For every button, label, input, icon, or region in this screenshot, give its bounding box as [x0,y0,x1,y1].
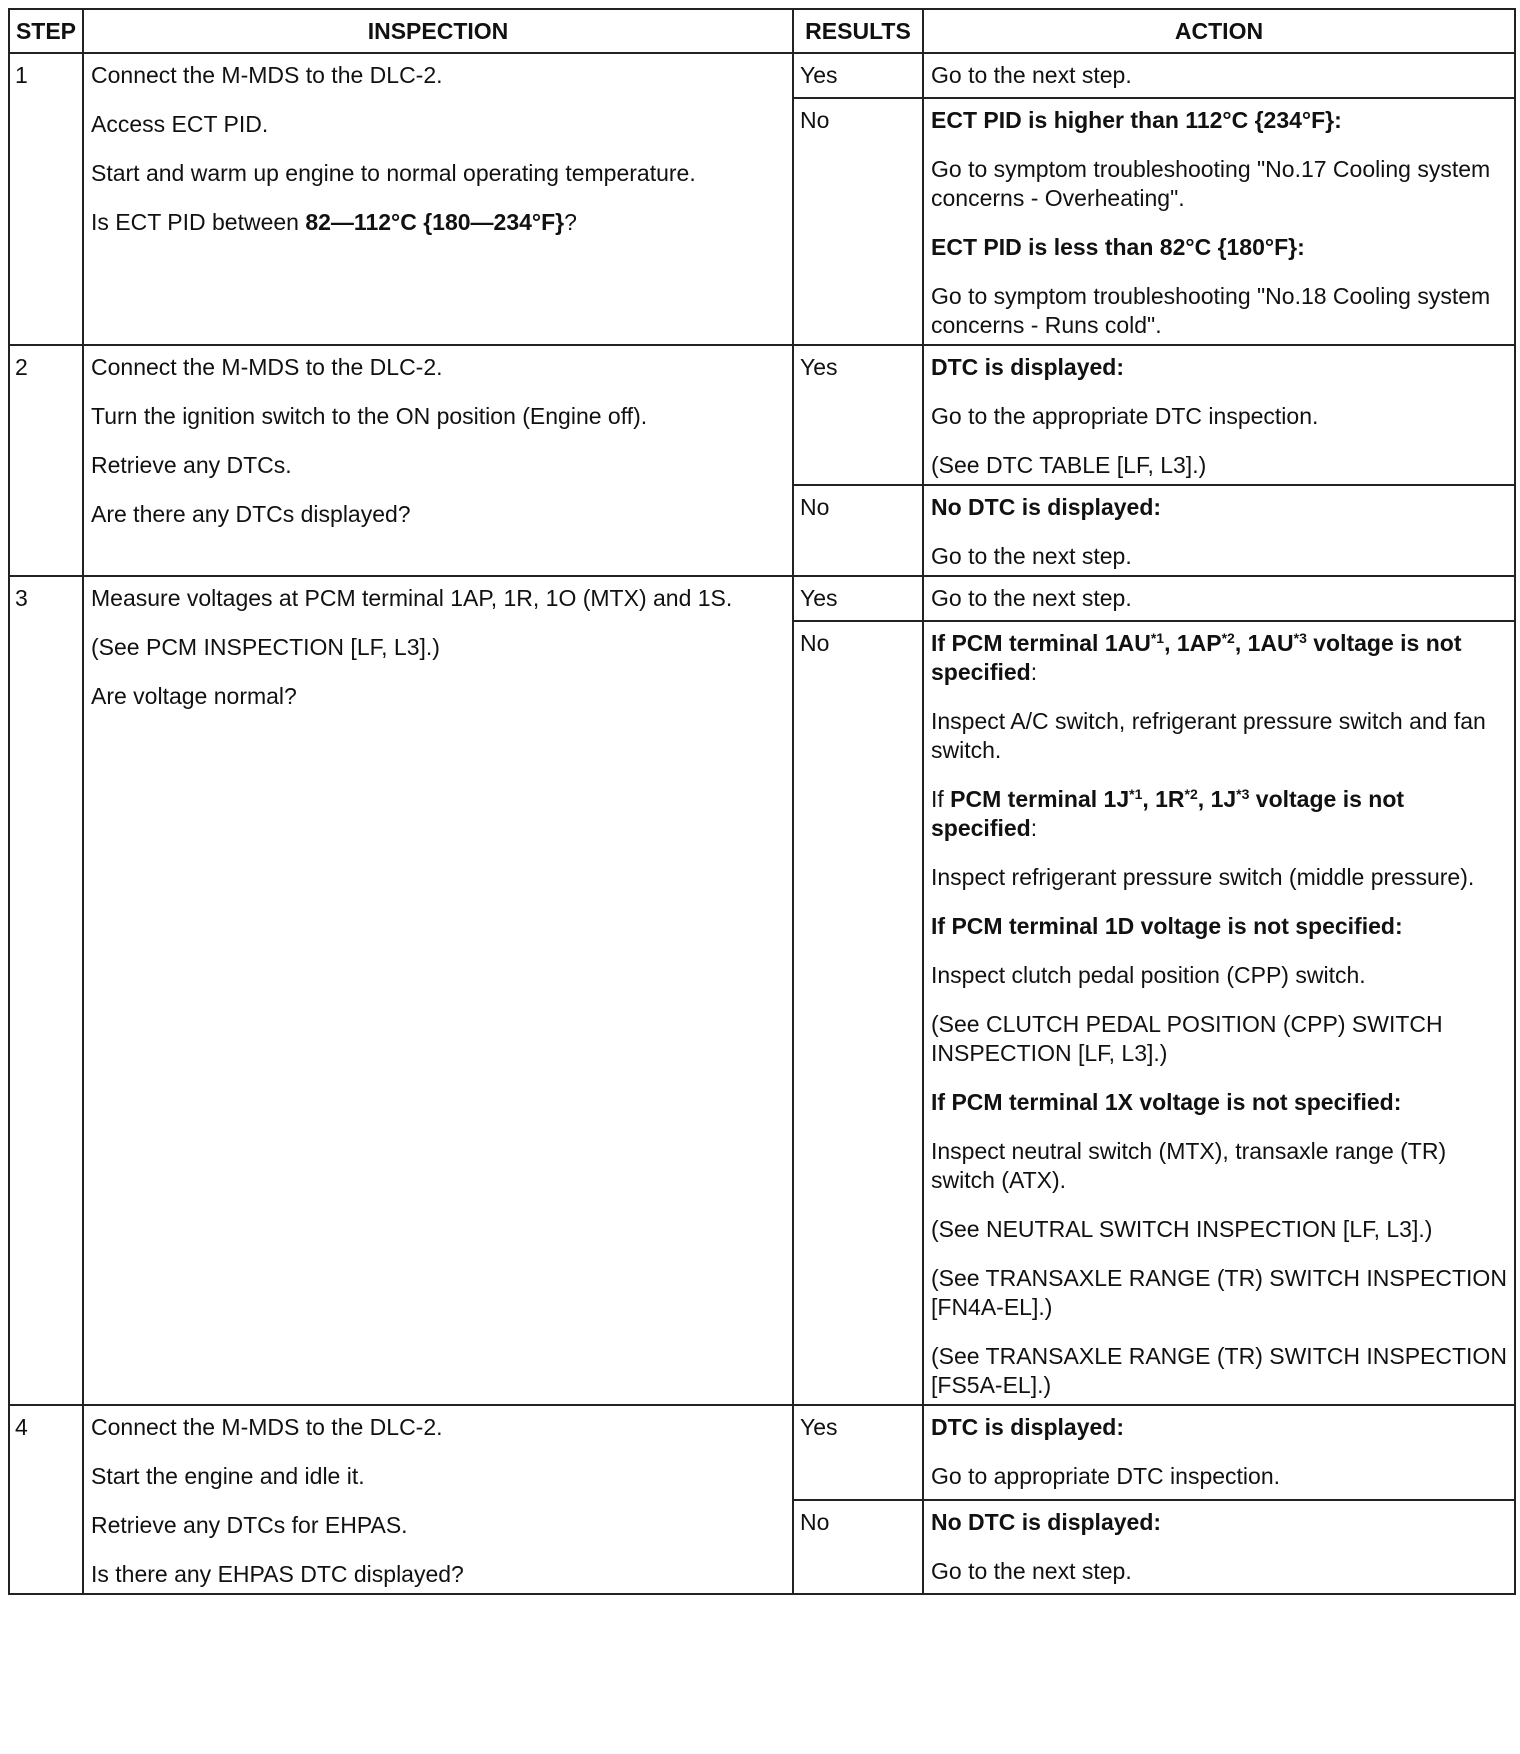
action-text: Go to symptom troubleshooting "No.18 Cooling system concerns - Runs cold". [931,283,1491,338]
action-text: Go to the next step. [931,585,1132,611]
footnote-mark: *1 [1150,630,1165,646]
step-3-yes-action [923,576,1515,621]
inspection-line: Turn the ignition switch to the ON position (Engine off). [91,403,648,429]
condition-heading [931,912,1507,941]
inspection-line: Retrieve any DTCs for EHPAS. [91,1512,408,1538]
header-step: STEP [9,9,83,53]
reference-text: (See TRANSAXLE RANGE (TR) SWITCH INSPECTION [FS5A-EL].) [931,1343,1507,1398]
step-4-yes-action [923,1405,1515,1500]
action-text: Inspect clutch pedal position (CPP) switch. [931,962,1366,988]
footnote-mark: *3 [1293,630,1307,646]
result-yes: Yes [793,576,923,621]
step-1-no-action [923,98,1515,345]
result-yes: Yes [793,1405,923,1500]
question-text: Is ECT PID between [91,209,306,235]
inspection-line: Start and warm up engine to normal operating temperature. [91,160,696,186]
inspection-question: Are there any DTCs displayed? [91,501,411,527]
separator: , [1197,786,1211,812]
inspection-line: Measure voltages at PCM terminal 1AP, 1R, 1O (MTX) and 1S. [91,585,733,611]
terminal-label: PCM terminal 1AU [951,630,1151,656]
condition-if: If [931,630,952,656]
step-number: 3 [9,576,83,1405]
inspection-line: Retrieve any DTCs. [91,452,292,478]
inspection-line: Connect the M-MDS to the DLC-2. [91,62,443,88]
terminal-label: 1R [1155,786,1185,812]
condition-heading: No DTC is displayed: [931,494,1162,520]
condition-heading: ECT PID is less than 82°C {180°F}: [931,234,1305,260]
step-number: 4 [9,1405,83,1594]
step-3-inspection [83,576,793,1405]
step-2-yes-action [923,345,1515,485]
condition-if: If [931,786,951,812]
temperature-range: 82—112°C {180—234°F} [305,209,565,235]
condition-heading: DTC is displayed: [931,1414,1124,1440]
colon: : [1393,1089,1402,1115]
condition-if: If [931,913,952,939]
result-no: No [793,98,923,345]
footnote-mark: *3 [1236,786,1250,802]
step-2-no-action [923,485,1515,576]
condition-heading: ECT PID is higher than 112°C {234°F}: [931,107,1342,133]
reference-text: (See PCM INSPECTION [LF, L3].) [91,634,440,660]
action-text: Go to the next step. [931,1557,1132,1584]
condition-text: voltage is not specified [931,786,1405,841]
condition-heading [931,1088,1507,1117]
separator: , [1234,630,1248,656]
result-yes: Yes [793,53,923,98]
colon: : [1030,659,1038,685]
inspection-line: Start the engine and idle it. [91,1463,365,1489]
step-4-yes-row [9,1405,1515,1500]
step-1-yes-row [9,53,1515,98]
inspection-question: Is there any EHPAS DTC displayed? [91,1561,464,1587]
separator: , [1164,630,1177,656]
step-3-yes-row [9,576,1515,621]
inspection-line: Access ECT PID. [91,111,269,137]
header-inspection: INSPECTION [83,9,793,53]
terminal-label: PCM terminal 1J [950,786,1130,812]
step-1-inspection [83,53,793,345]
condition-heading: DTC is displayed: [931,354,1124,380]
step-4-inspection [83,1405,793,1594]
step-number: 2 [9,345,83,576]
inspection-line: Connect the M-MDS to the DLC-2. [91,1414,443,1440]
reference-text: (See CLUTCH PEDAL POSITION (CPP) SWITCH INSPECTION [LF, L3].) [931,1011,1443,1066]
action-text: Go to the next step. [931,62,1132,88]
header-results: RESULTS [793,9,923,53]
header-row [9,9,1515,53]
footnote-mark: *2 [1184,786,1198,802]
condition-heading: No DTC is displayed: [931,1508,1162,1535]
colon: : [1030,815,1038,841]
question-mark: ? [564,209,577,235]
result-no: No [793,485,923,576]
step-2-yes-row [9,345,1515,485]
condition-text: PCM terminal 1D voltage is not specified [951,913,1395,939]
terminal-label: 1AU [1247,630,1294,656]
result-yes: Yes [793,345,923,485]
header-action: ACTION [923,9,1515,53]
reference-text: (See TRANSAXLE RANGE (TR) SWITCH INSPECTION [FN4A-EL].) [931,1265,1507,1320]
step-2-inspection [83,345,793,576]
inspection-question [91,208,785,237]
action-text: Go to appropriate DTC inspection. [931,1463,1281,1489]
colon: : [1394,913,1403,939]
condition-heading [931,629,1507,687]
condition-if: If [931,1089,952,1115]
step-number: 1 [9,53,83,345]
reference-text: (See DTC TABLE [LF, L3].) [931,452,1207,478]
result-no: No [793,621,923,1405]
inspection-question: Are voltage normal? [91,683,297,709]
action-text: Go to the appropriate DTC inspection. [931,403,1319,429]
condition-text: voltage is not specified [931,630,1462,685]
action-text: Inspect neutral switch (MTX), transaxle range (TR) switch (ATX). [931,1138,1447,1193]
terminal-label: 1J [1210,786,1237,812]
condition-text: PCM terminal 1X voltage is not specified [951,1089,1394,1115]
step-3-no-action [923,621,1515,1405]
footnote-mark: *2 [1221,630,1235,646]
condition-heading [931,785,1507,843]
action-text: Inspect refrigerant pressure switch (middle pressure). [931,864,1475,890]
separator: , [1142,786,1156,812]
terminal-label: 1AP [1176,630,1222,656]
action-text: Inspect A/C switch, refrigerant pressure switch and fan switch. [931,708,1486,763]
action-text: Go to symptom troubleshooting "No.17 Cooling system concerns - Overheating". [931,156,1491,211]
action-text: Go to the next step. [931,543,1132,569]
result-no: No [793,1500,923,1595]
step-4-no-action [923,1500,1515,1595]
inspection-table [8,8,1516,1595]
step-1-yes-action [923,53,1515,98]
inspection-line: Connect the M-MDS to the DLC-2. [91,354,443,380]
reference-text: (See NEUTRAL SWITCH INSPECTION [LF, L3].) [931,1216,1433,1242]
footnote-mark: *1 [1129,786,1143,802]
